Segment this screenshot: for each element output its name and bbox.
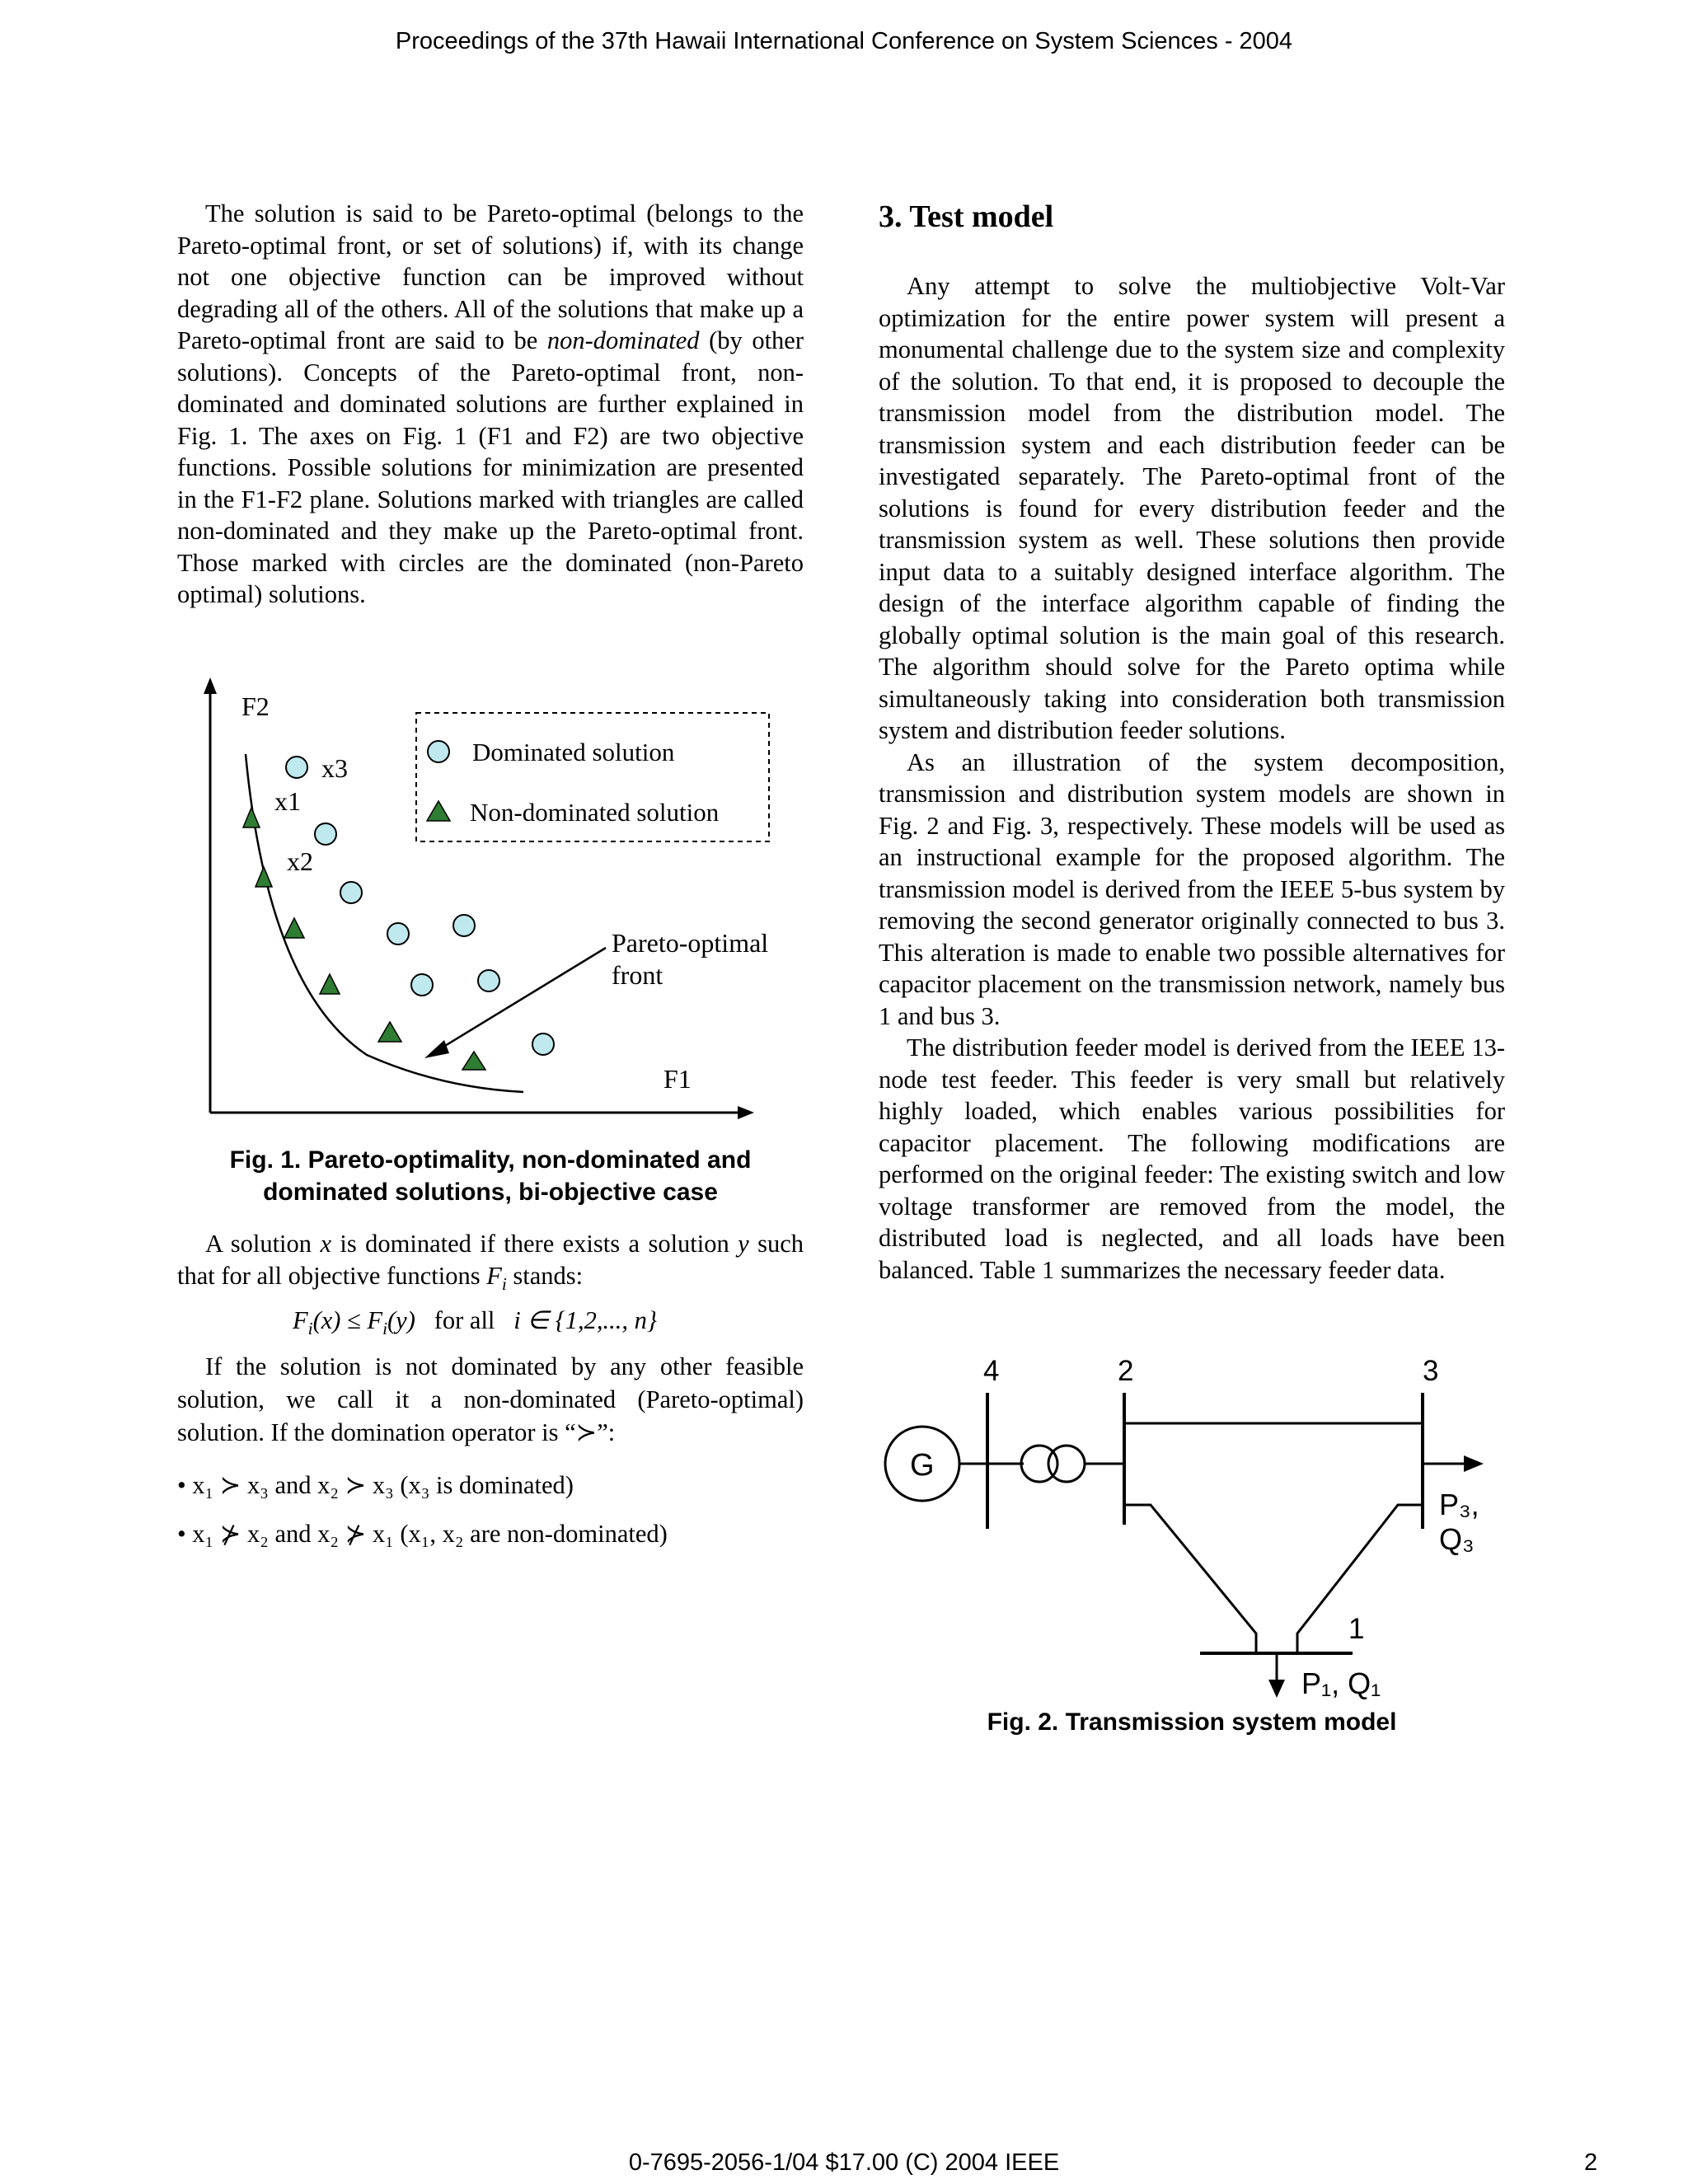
figure-2-caption: Fig. 2. Transmission system model	[987, 1708, 1397, 1736]
legend-triangle-icon	[427, 801, 450, 821]
dominance-formula: $F_i(x) \le F_i(y)$ for all i ∈ {1,2,..., n}	[293, 1306, 658, 1339]
circle-point	[411, 974, 433, 996]
non-dominated-points	[243, 808, 485, 1070]
paragraph-dominance: A solution x is dominated if there exists a solution y such that for all objective functions $F_i$ stands:	[177, 1230, 804, 1294]
triangle-point	[243, 808, 260, 827]
triangle-point	[378, 1022, 401, 1042]
bus-1-label: 1	[1348, 1613, 1365, 1645]
load-1-arrow-icon	[1268, 1680, 1285, 1698]
circle-point	[340, 882, 362, 903]
bullet-non-dominated: • x₁ ⊁ x₂ and x₂ ⊁ x₁ (x₁, x₂ are non-dominated)	[177, 1520, 668, 1548]
circle-point	[286, 757, 307, 778]
front-label-line2: front	[612, 960, 663, 990]
running-header: Proceedings of the 37th Hawaii International Conference on System Sciences - 2004	[395, 28, 1293, 54]
footer-copyright: 0-7695-2056-1/04 $17.00 (C) 2004 IEEE	[628, 2149, 1060, 2176]
bus-3-label: 3	[1423, 1355, 1439, 1387]
label-x3: x3	[321, 753, 348, 783]
circle-point	[453, 915, 475, 936]
bus-2-label: 2	[1118, 1355, 1134, 1387]
legend-dominated: Dominated solution	[472, 738, 675, 766]
figure-1-caption: Fig. 1. Pareto-optimality, non-dominated and dominated solutions, bi-objective case	[229, 1146, 752, 1206]
x-axis-label: F1	[663, 1064, 692, 1094]
page-number: 2	[1584, 2149, 1598, 2176]
load-3-label-line2: Q₃	[1439, 1522, 1475, 1556]
paragraph-test-model-2: As an illustration of the system decomposition, transmission and distribution system models are shown in Fig. 2 and Fig. 3, respectively. These models will be used as an instructional example for the proposed algorithm. The transmission model is derived from the IEEE 5-bus system by removing the second generator originally connected to bus 3. This alteration is made to enable two possible alternatives for capacitor placement on the transmission network, namely bus 1 and bus 3.	[879, 748, 1505, 1030]
triangle-point	[320, 974, 340, 994]
label-x2: x2	[287, 846, 313, 876]
paragraph-pareto-definition: The solution is said to be Pareto-optimal (belongs to the Pareto-optimal front, or set of solutions) if, with its change not one objective function can be improved without degrading all of the others. All of the solutions that make up a Pareto-optimal front are said to be non-dominated (by other solutions). Concepts of the Pareto-optimal front, non-dominated and dominated solutions are further explained in Fig. 1. The axes on Fig. 1 (F1 and F2) are two objective functions. Possible solutions for minimization are presented in the F1-F2 plane. Solutions marked with triangles are called non-dominated and they make up the Pareto-optimal front. Those marked with circles are the dominated (non-Pareto optimal) solutions.	[177, 199, 804, 608]
left-column	[177, 198, 804, 611]
triangle-point	[284, 918, 304, 938]
circle-point	[315, 823, 336, 845]
triangle-point	[256, 867, 272, 887]
figure-2-transmission-model	[879, 1352, 1505, 1714]
circle-point	[478, 970, 499, 991]
load-1-label: P₁, Q₁	[1301, 1666, 1381, 1700]
bullet-dominated: • x₁ ≻ x₃ and x₂ ≻ x₃ (x₃ is dominated)	[177, 1471, 574, 1499]
front-label-line1: Pareto-optimal	[612, 928, 769, 958]
circle-point	[387, 923, 409, 944]
line-2-1	[1124, 1505, 1256, 1652]
front-pointer-arrow-icon	[424, 1040, 449, 1058]
legend-circle-icon	[428, 741, 449, 762]
x-axis-arrow-icon	[738, 1106, 754, 1119]
paragraph-test-model-1: Any attempt to solve the multiobjective Volt-Var optimization for the entire power system will present a monumental challenge due to the system size and complexity of the solution. To that end, it is proposed to decouple the transmission model from the distribution model. The transmission system and each distribution feeder can be investigated separately. The Pareto-optimal front of the solutions is found for every distribution feeder and the transmission system as well. These solutions then provide input data to a suitably designed interface algorithm. The design of the interface algorithm capable of finding the globally optimal solution is the main goal of this research. The algorithm should solve for the Pareto optima while simultaneously taking into consideration both transmission system and distribution feeder solutions.	[879, 272, 1505, 744]
label-x1: x1	[274, 786, 301, 816]
paragraph-test-model-3: The distribution feeder model is derived from the IEEE 13-node test feeder. This feeder is very small but relatively highly loaded, which enables various possibilities for capacitor placement. The following modifications are performed on the original feeder: The existing switch and low voltage transformer are removed from the model, the distributed load is neglected, and all loads have been balanced. Table 1 summarizes the necessary feeder data.	[879, 1033, 1505, 1284]
generator-label: G	[910, 1448, 935, 1483]
legend-non-dominated: Non-dominated solution	[470, 798, 720, 827]
y-axis-arrow-icon	[204, 677, 217, 694]
bus-4-label: 4	[983, 1355, 1000, 1387]
triangle-point	[462, 1052, 485, 1070]
section-title: 3. Test model	[879, 199, 1054, 234]
load-3-label-line1: P₃,	[1439, 1488, 1479, 1521]
right-column	[879, 198, 1505, 1286]
circle-point	[532, 1033, 554, 1055]
y-axis-label: F2	[241, 691, 270, 721]
load-3-arrow-icon	[1464, 1455, 1484, 1472]
paragraph-non-dominated: If the solution is not dominated by any other feasible solution, we call it a non-dominated (Pareto-optimal) solution. If the domination operator is “≻”:	[177, 1352, 804, 1446]
emphasis-non-dominated: non-dominated	[546, 326, 700, 354]
figure-1-pareto-plot	[177, 676, 804, 1137]
front-pointer-line	[437, 948, 606, 1051]
